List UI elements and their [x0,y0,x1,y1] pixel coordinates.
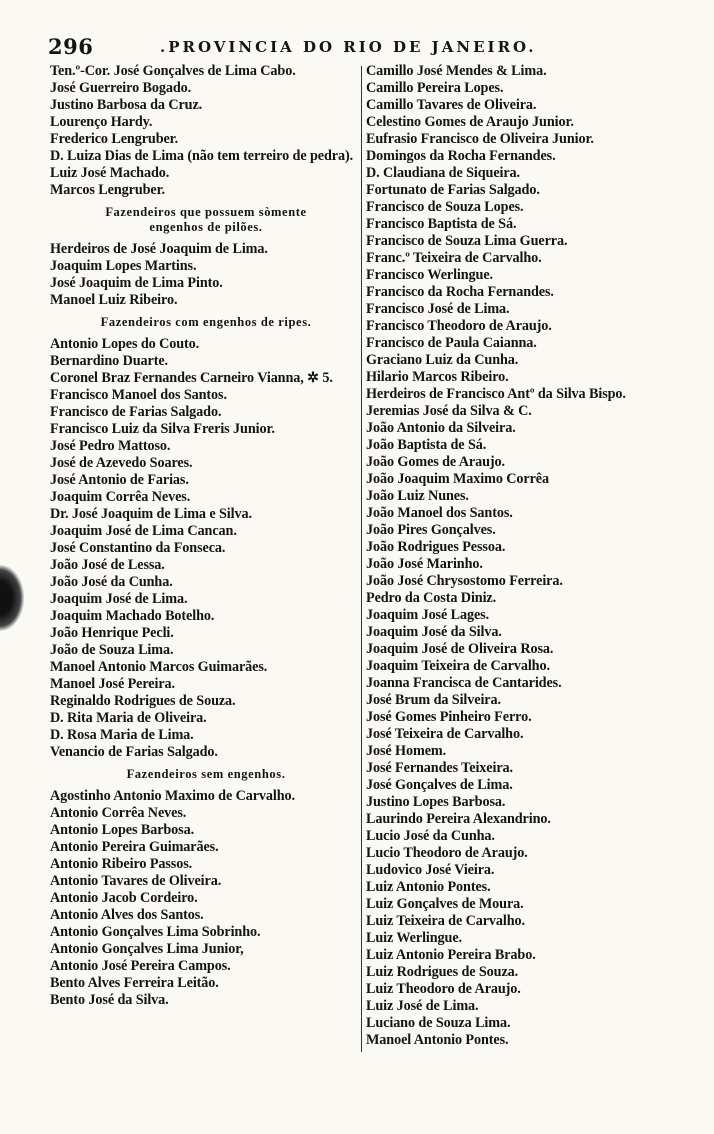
list-item: João José de Lessa. [50,557,165,573]
page-header [48,34,618,60]
list-item: Antonio Gonçalves Lima Junior, [50,941,244,957]
owner-list-sem-engenhos [50,788,362,1009]
list-item: Laurindo Pereira Alexandrino. [366,811,551,827]
list-item: José Teixeira de Carvalho. [366,726,524,742]
list-item: Joanna Francisca de Cantarides. [366,675,562,691]
list-item: João Gomes de Araujo. [366,454,505,470]
list-item: Graciano Luiz da Cunha. [366,352,519,368]
list-item: João Rodrigues Pessoa. [366,539,506,555]
list-item: Francisco da Rocha Fernandes. [366,284,554,300]
list-item: Francisco Werlingue. [366,267,493,283]
list-item: José Guerreiro Bogado. [50,80,192,96]
list-item: Hilario Marcos Ribeiro. [366,369,509,385]
list-item: Manoel Antonio Pontes. [366,1032,509,1048]
list-item: Antonio Gonçalves Lima Sobrinho. [50,924,261,940]
owner-list-top [50,63,362,199]
list-item: Francisco de Souza Lopes. [366,199,524,215]
list-item: José Homem. [366,743,447,759]
owner-list-piloes [50,241,362,309]
list-item: José Antonio de Farias. [50,472,189,488]
list-item: João José Chrysostomo Ferreira. [366,573,563,589]
list-item: D. Rosa Maria de Lima. [50,727,194,743]
list-item: Herdeiros de José Joaquim de Lima. [50,241,268,257]
list-item: João Henrique Pecli. [50,625,174,641]
list-item: Luiz Teixeira de Carvalho. [366,913,525,929]
list-item: D. Claudiana de Siqueira. [366,165,520,181]
list-item: Lourenço Hardy. [50,114,153,130]
list-item: Francisco Manoel dos Santos. [50,387,227,403]
right-column [366,63,706,1049]
section-heading-ripes: Fazendeiros com engenhos de ripes. [100,315,312,329]
list-item: José Pedro Mattoso. [50,438,171,454]
list-item: Lucio Theodoro de Araujo. [366,845,528,861]
owner-list-ripes [50,336,362,761]
list-item: Justino Barbosa da Cruz. [50,97,203,113]
heading-piloes-line2: engenhos de pilões. [149,220,263,234]
list-item: João Manoel dos Santos. [366,505,513,521]
list-item: José Brum da Silveira. [366,692,501,708]
list-item: Joaquim Corrêa Neves. [50,489,191,505]
list-item: Ludovico José Vieira. [366,862,495,878]
column-divider [361,66,362,1052]
list-item: José de Azevedo Soares. [50,455,193,471]
list-item: Antonio Lopes Barbosa. [50,822,195,838]
list-item: Antonio José Pereira Campos. [50,958,231,974]
list-item: Antonio Alves dos Santos. [50,907,204,923]
list-item: Domingos da Rocha Fernandes. [366,148,556,164]
list-item: Luiz Werlingue. [366,930,462,946]
section-heading-piloes [50,205,362,235]
list-item: Antonio Tavares de Oliveira. [50,873,222,889]
list-item: Francisco José de Lima. [366,301,510,317]
list-item: Antonio Lopes do Couto. [50,336,200,352]
list-item: Manoel Luiz Ribeiro. [50,292,178,308]
list-item: Antonio Corrêa Neves. [50,805,187,821]
list-item: Celestino Gomes de Araujo Junior. [366,114,574,130]
list-item: João de Souza Lima. [50,642,174,658]
list-item: Luiz José Machado. [50,165,170,181]
list-item: Francisco Theodoro de Araujo. [366,318,552,334]
list-item: Joaquim José da Silva. [366,624,502,640]
list-item: Eufrasio Francisco de Oliveira Junior. [366,131,594,147]
list-item: José Fernandes Teixeira. [366,760,513,776]
list-item: Joaquim José de Oliveira Rosa. [366,641,554,657]
list-item: Joaquim José de Lima Cancan. [50,523,237,539]
list-item: Joaquim Lopes Martins. [50,258,197,274]
list-item: Fortunato de Farias Salgado. [366,182,540,198]
list-item: João Antonio da Silveira. [366,420,516,436]
list-item: Herdeiros de Francisco Antº da Silva Bispo. [366,386,626,402]
section-heading-sem-engenhos: Fazendeiros sem engenhos. [126,767,286,781]
list-item: D. Rita Maria de Oliveira. [50,710,207,726]
list-item: Camillo Tavares de Oliveira. [366,97,537,113]
list-item: Luiz Rodrigues de Souza. [366,964,519,980]
binding-shadow [0,565,24,631]
page-number: 296 [48,34,94,59]
list-item: Luiz Theodoro de Araujo. [366,981,521,997]
list-item: Joaquim Machado Botelho. [50,608,215,624]
list-item: Joaquim José de Lima. [50,591,188,607]
list-item: Luiz José de Lima. [366,998,479,1014]
list-item: Venancio de Farias Salgado. [50,744,218,760]
list-item: Manoel José Pereira. [50,676,175,692]
list-item: Francisco de Farias Salgado. [50,404,222,420]
list-item: Bento Alves Ferreira Leitão. [50,975,219,991]
list-item: Joaquim Teixeira de Carvalho. [366,658,550,674]
list-item: Jeremias José da Silva & C. [366,403,532,419]
list-item: Coronel Braz Fernandes Carneiro Vianna, ✲ 5. [50,370,333,386]
list-item: Marcos Lengruber. [50,182,165,198]
list-item: Camillo Pereira Lopes. [366,80,504,96]
left-column [50,63,362,1009]
list-item: Justino Lopes Barbosa. [366,794,506,810]
list-item: João Luiz Nunes. [366,488,469,504]
list-item: João José da Cunha. [50,574,173,590]
running-title: .PROVINCIA DO RIO DE JANEIRO. [160,38,537,56]
list-item: João Pires Gonçalves. [366,522,496,538]
list-item: Antonio Jacob Cordeiro. [50,890,198,906]
list-item: Luiz Gonçalves de Moura. [366,896,524,912]
list-item: Bento José da Silva. [50,992,169,1008]
list-item: Francisco Baptista de Sá. [366,216,517,232]
list-item: João José Marinho. [366,556,483,572]
list-item: Francisco de Souza Lima Guerra. [366,233,568,249]
list-item: Bernardino Duarte. [50,353,168,369]
list-item: Antonio Pereira Guimarães. [50,839,219,855]
list-item: Agostinho Antonio Maximo de Carvalho. [50,788,295,804]
list-item: José Constantino da Fonseca. [50,540,226,556]
list-item: Francisco de Paula Caianna. [366,335,537,351]
list-item: Joaquim José Lages. [366,607,490,623]
list-item: João Joaquim Maximo Corrêa [366,471,549,487]
list-item: D. Luiza Dias de Lima (não tem terreiro de pedra). [50,148,354,164]
list-item: Ten.º-Cor. José Gonçalves de Lima Cabo. [50,63,296,79]
owner-list-right [366,63,706,1049]
list-item: Lucio José da Cunha. [366,828,495,844]
list-item: Luciano de Souza Lima. [366,1015,511,1031]
list-item: Reginaldo Rodrigues de Souza. [50,693,236,709]
list-item: Frederico Lengruber. [50,131,179,147]
list-item: Pedro da Costa Diniz. [366,590,497,606]
list-item: Franc.º Teixeira de Carvalho. [366,250,542,266]
list-item: Francisco Luiz da Silva Freris Junior. [50,421,275,437]
list-item: José Gomes Pinheiro Ferro. [366,709,532,725]
list-item: Luiz Antonio Pereira Brabo. [366,947,536,963]
list-item: Antonio Ribeiro Passos. [50,856,193,872]
heading-piloes-line1: Fazendeiros que possuem sòmente [105,205,307,219]
list-item: João Baptista de Sá. [366,437,487,453]
list-item: José Gonçalves de Lima. [366,777,513,793]
list-item: Luiz Antonio Pontes. [366,879,491,895]
list-item: Camillo José Mendes & Lima. [366,63,547,79]
list-item: Dr. José Joaquim de Lima e Silva. [50,506,252,522]
list-item: José Joaquim de Lima Pinto. [50,275,223,291]
list-item: Manoel Antonio Marcos Guimarães. [50,659,268,675]
